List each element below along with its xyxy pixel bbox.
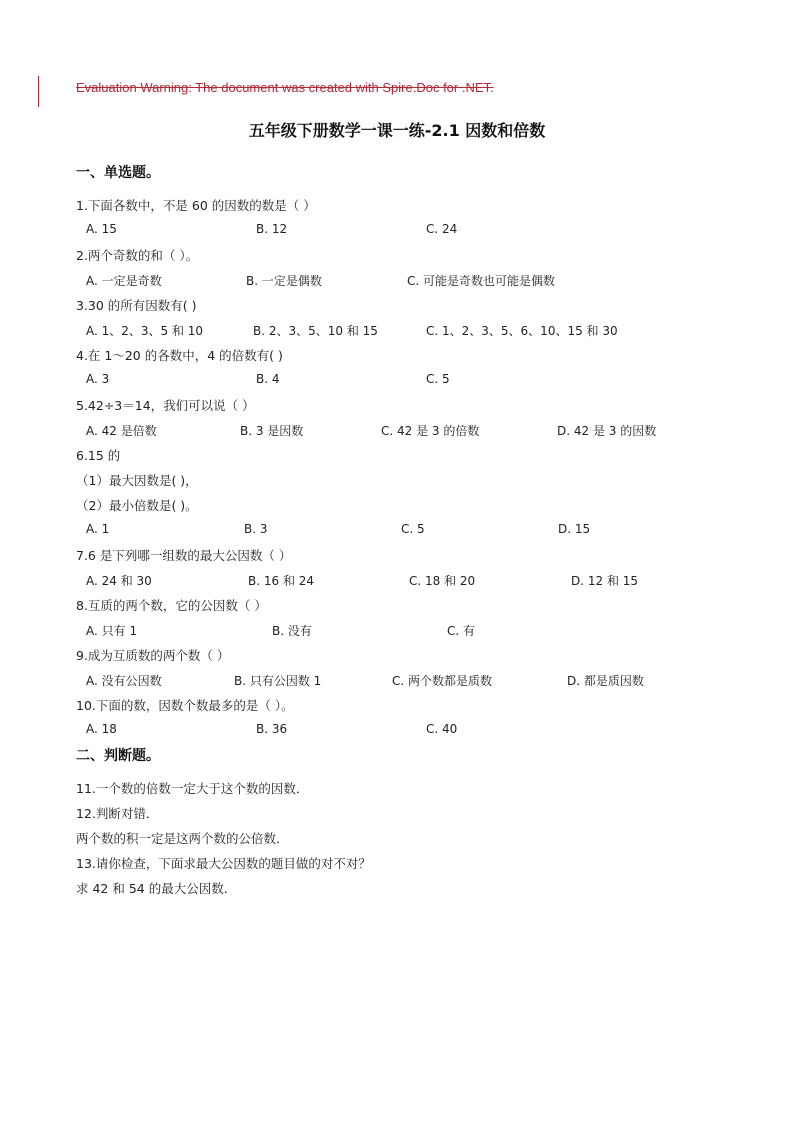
question-2: 2.两个奇数的和（ ）。 xyxy=(76,248,199,263)
question-6: 6.15 的 xyxy=(76,448,121,463)
judgment-11: 11.一个数的倍数一定大于这个数的因数． xyxy=(76,781,309,796)
q9-option-a: A. 没有公因数 xyxy=(86,674,162,688)
q6-option-a: A. 1 xyxy=(86,522,110,536)
section-heading-single-choice: 一、单选题。 xyxy=(76,165,160,181)
q7-option-d: D. 12 和 15 xyxy=(571,574,639,588)
q6-sub-2: （2）最小倍数是( )。 xyxy=(76,498,198,513)
evaluation-warning: Evaluation Warning: The document was created with Spire.Doc for .NET. xyxy=(76,80,494,95)
question-10: 10.下面的数，因数个数最多的是（ ）。 xyxy=(76,698,294,713)
question-8: 8.互质的两个数，它的公因数（ ） xyxy=(76,598,267,613)
q8-option-b: B. 没有 xyxy=(272,624,312,638)
q1-option-c: C. 24 xyxy=(426,222,458,236)
q1-option-b: B. 12 xyxy=(256,222,288,236)
q4-option-c: C. 5 xyxy=(426,372,450,386)
q6-option-d: D. 15 xyxy=(558,522,591,536)
q9-option-d: D. 都是质因数 xyxy=(567,674,644,688)
q2-option-a: A. 一定是奇数 xyxy=(86,274,162,288)
margin-marker xyxy=(38,76,39,107)
q9-option-c: C. 两个数都是质数 xyxy=(392,674,493,688)
q4-option-b: B. 4 xyxy=(256,372,280,386)
q2-option-b: B. 一定是偶数 xyxy=(246,274,322,288)
q10-option-c: C. 40 xyxy=(426,722,458,736)
judgment-12-statement: 两个数的积一定是这两个数的公倍数． xyxy=(76,831,289,846)
q6-option-b: B. 3 xyxy=(244,522,268,536)
q6-option-c: C. 5 xyxy=(401,522,425,536)
q6-sub-1: （1）最大因数是( )， xyxy=(76,473,198,488)
judgment-13-task: 求 42 和 54 的最大公因数． xyxy=(76,881,237,896)
q10-option-a: A. 18 xyxy=(86,722,117,736)
question-7: 7.6 是下列哪一组数的最大公因数（ ） xyxy=(76,548,292,563)
question-3: 3.30 的所有因数有( ) xyxy=(76,298,197,313)
q7-option-a: A. 24 和 30 xyxy=(86,574,152,588)
q8-option-a: A. 只有 1 xyxy=(86,624,138,638)
page-title: 五年级下册数学一课一练-2.1 因数和倍数 xyxy=(248,121,546,140)
q7-option-b: B. 16 和 24 xyxy=(248,574,315,588)
judgment-12: 12.判断对错． xyxy=(76,806,159,821)
q7-option-c: C. 18 和 20 xyxy=(409,574,476,588)
q5-option-c: C. 42 是 3 的倍数 xyxy=(381,424,480,438)
q5-option-d: D. 42 是 3 的因数 xyxy=(557,424,657,438)
q5-option-a: A. 42 是倍数 xyxy=(86,424,157,438)
judgment-13: 13.请你检查，下面求最大公因数的题目做的对不对？ xyxy=(76,856,371,871)
q9-option-b: B. 只有公因数 1 xyxy=(234,674,322,688)
q1-option-a: A. 15 xyxy=(86,222,117,236)
q8-option-c: C. 有 xyxy=(447,624,476,638)
question-4: 4.在 1～20 的各数中，4 的倍数有( ) xyxy=(76,348,283,363)
question-1: 1.下面各数中，不是 60 的因数的数是（ ） xyxy=(76,198,316,213)
q2-option-c: C. 可能是奇数也可能是偶数 xyxy=(407,274,556,288)
q5-option-b: B. 3 是因数 xyxy=(240,424,304,438)
q10-option-b: B. 36 xyxy=(256,722,288,736)
q3-option-b: B. 2、3、5、10 和 15 xyxy=(253,324,378,338)
question-5: 5.42÷3＝14，我们可以说（ ） xyxy=(76,398,255,413)
question-9: 9.成为互质数的两个数（ ） xyxy=(76,648,230,663)
q3-option-a: A. 1、2、3、5 和 10 xyxy=(86,324,204,338)
q3-option-c: C. 1、2、3、5、6、10、15 和 30 xyxy=(426,324,618,338)
section-heading-judgment: 二、判断题。 xyxy=(76,748,160,764)
q4-option-a: A. 3 xyxy=(86,372,110,386)
